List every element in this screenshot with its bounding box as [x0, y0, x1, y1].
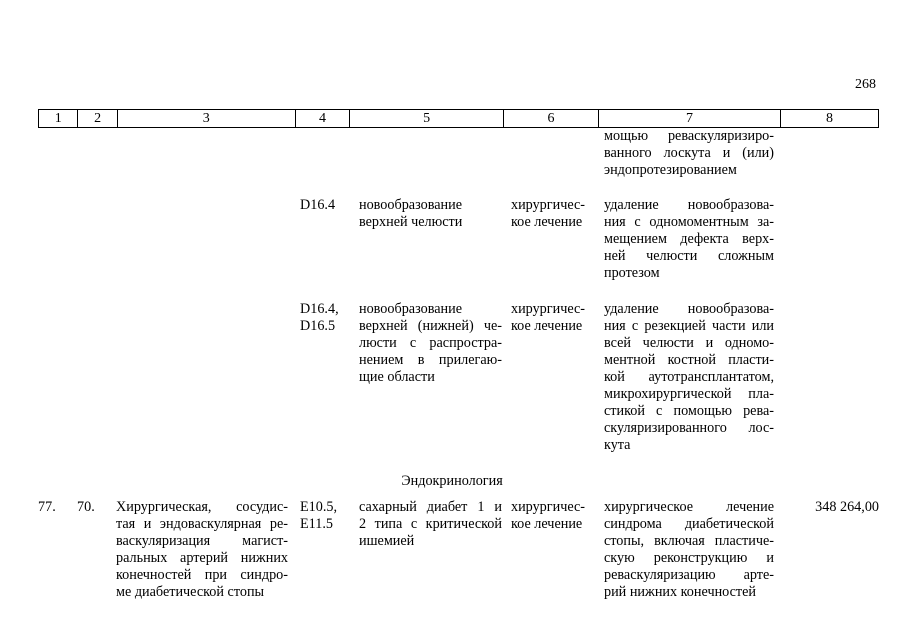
row-d165-code — [300, 301, 350, 335]
text-line: рий нижних конечностей — [604, 584, 757, 600]
text-line: хирургичес- — [511, 301, 585, 317]
continuation-method-cell — [604, 128, 774, 179]
row-d164-treatment — [511, 197, 591, 231]
text-line: кое лечение — [511, 214, 583, 230]
text-line: новообразование — [359, 197, 462, 213]
text-line: мещением дефекта верх- — [604, 231, 774, 247]
text-line: стопы, включая пластиче- — [604, 533, 774, 549]
row-77-method — [604, 499, 774, 601]
text-line: хирургичес- — [511, 197, 585, 213]
text-line: щие области — [359, 369, 435, 385]
text-line: 348 264,00 — [815, 499, 879, 515]
text-line: всей челюсти и одномо- — [604, 335, 774, 351]
row-d165-treatment — [511, 301, 591, 335]
text-line: реваскуляризацию арте- — [604, 567, 774, 583]
text-line: хирургическое лечение — [604, 499, 774, 515]
text-line: ванного лоскута и (или) — [604, 145, 774, 161]
text-line: ме диабетической стопы — [116, 584, 265, 600]
text-line: люсти с распростра- — [359, 335, 502, 351]
text-line: протезом — [604, 265, 660, 281]
text-line: ментной костной пласти- — [604, 352, 774, 368]
text-line: D16.4, — [300, 301, 339, 317]
text-line: ния с резекцией части или — [604, 318, 774, 334]
row-d164-model — [359, 197, 502, 231]
text-line: кое лечение — [511, 318, 583, 334]
row-77-model — [359, 499, 502, 550]
text-line: скуляризированного лос- — [604, 420, 774, 436]
column-header-6: 6 — [503, 110, 598, 128]
row-d164-method — [604, 197, 774, 282]
text-line: ишемией — [359, 533, 415, 549]
column-header-5: 5 — [350, 110, 504, 128]
page-number: 268 — [855, 77, 876, 92]
row-d165-model — [359, 301, 502, 386]
text-line: кута — [604, 437, 631, 453]
text-line: 70. — [77, 499, 95, 515]
text-line: хирургичес- — [511, 499, 585, 515]
text-line: кой аутотрансплантатом, — [604, 369, 774, 385]
text-line: ральных артерий нижних — [116, 550, 288, 566]
text-line: удаление новообразова- — [604, 301, 774, 317]
text-line: ней челюсти сложным — [604, 248, 774, 264]
text-line: васкуляризация магист- — [116, 533, 288, 549]
row-77-price — [790, 499, 879, 516]
text-line: 2 типа с критической — [359, 516, 502, 532]
column-header-3: 3 — [117, 110, 295, 128]
text-line: верхней челюсти — [359, 214, 463, 230]
text-line: скую реконструкцию и — [604, 550, 774, 566]
column-header-2: 2 — [78, 110, 117, 128]
text-line: 77. — [38, 499, 56, 515]
column-header-7: 7 — [598, 110, 780, 128]
row-77-name — [116, 499, 288, 601]
column-header-1: 1 — [39, 110, 78, 128]
text-line: синдрома диабетической — [604, 516, 774, 532]
row-77-code — [300, 499, 350, 533]
text-line: E11.5 — [300, 516, 333, 532]
text-line: верхней (нижней) че- — [359, 318, 502, 334]
column-header-4: 4 — [295, 110, 350, 128]
text-line: тая и эндоваскулярная ре- — [116, 516, 288, 532]
text-line: мощью реваскуляризиро- — [604, 128, 774, 144]
row-d164-code — [300, 197, 350, 214]
text-line: E10.5, — [300, 499, 338, 515]
text-line: новообразование — [359, 301, 462, 317]
text-line: стикой с помощью рева- — [604, 403, 774, 419]
text-line: удаление новообразова- — [604, 197, 774, 213]
row-77-number — [38, 499, 68, 516]
text-line: микрохирургической пла- — [604, 386, 774, 402]
text-line: D16.4 — [300, 197, 336, 213]
text-line: ния с одномоментным за- — [604, 214, 774, 230]
row-d165-method — [604, 301, 774, 454]
text-line: эндопротезированием — [604, 162, 737, 178]
column-header-row — [38, 109, 879, 128]
section-title: Эндокринология — [401, 473, 503, 489]
text-line: кое лечение — [511, 516, 583, 532]
row-77-group — [77, 499, 107, 516]
row-77-treatment — [511, 499, 591, 533]
text-line: сахарный диабет 1 и — [359, 499, 502, 515]
text-line: D16.5 — [300, 318, 336, 334]
column-header-8: 8 — [780, 110, 878, 128]
text-line: нением в прилегаю- — [359, 352, 502, 368]
text-line: Хирургическая, сосудис- — [116, 499, 288, 515]
text-line: конечностей при синдро- — [116, 567, 288, 583]
